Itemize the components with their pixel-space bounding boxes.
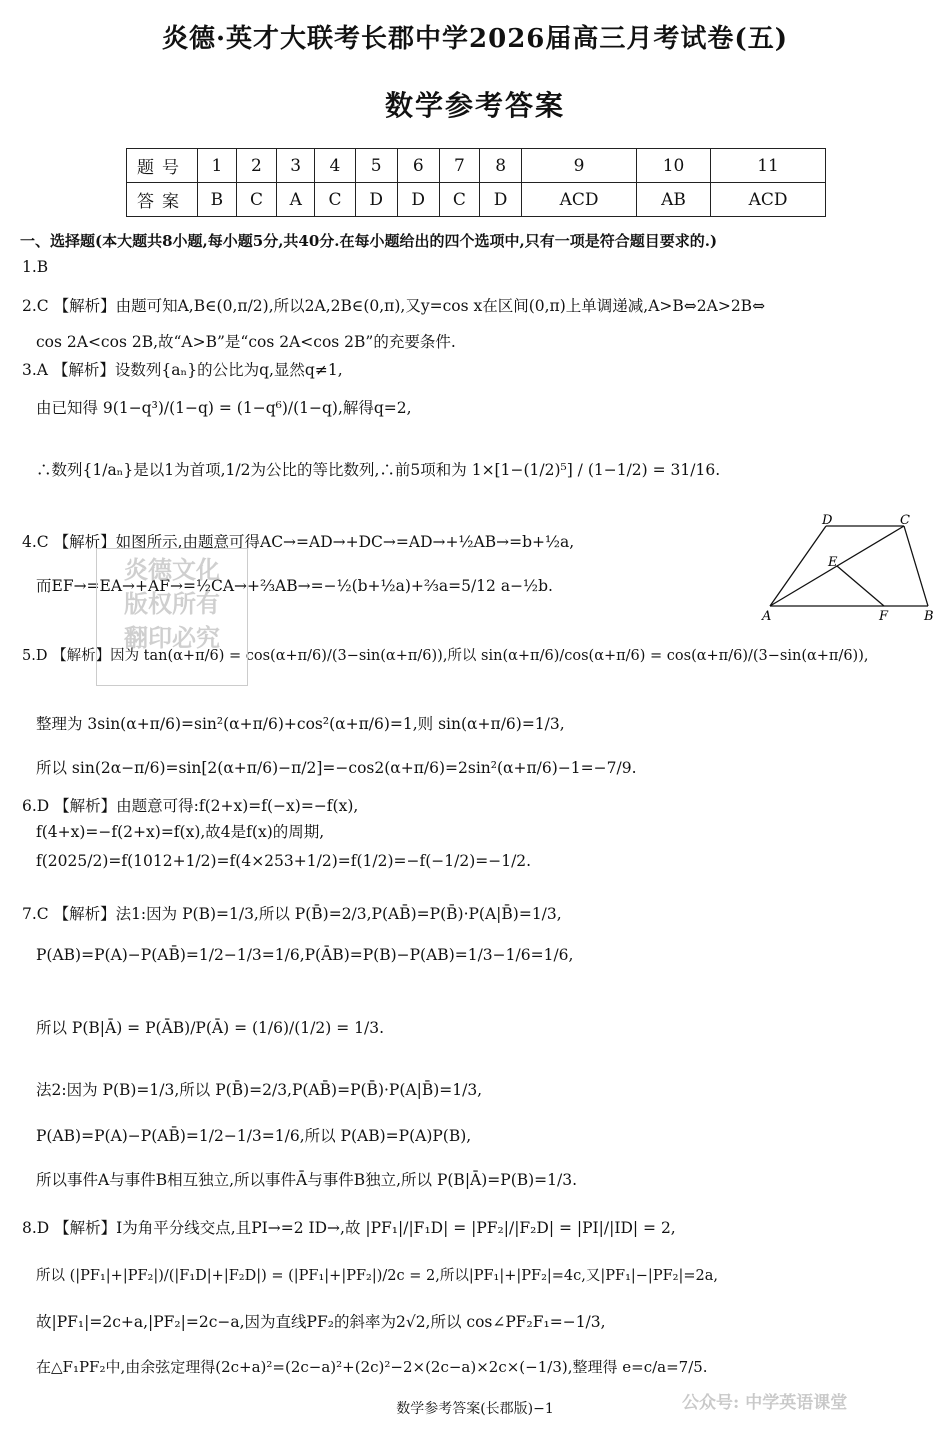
table-cell: 8 xyxy=(480,149,522,183)
page-footer: 数学参考答案(长郡版)−1 xyxy=(396,1401,554,1417)
segment-ef xyxy=(837,566,884,606)
table-cell: B xyxy=(198,183,237,217)
table-cell: 11 xyxy=(711,149,826,183)
point-label-a: A xyxy=(762,609,772,624)
answer-line: 法2:因为 P(B)=1/3,所以 P(B̄)=2/3,P(AB̄)=P(B̄)·P(A|B̄)=1/3, xyxy=(36,1081,483,1099)
answer-table xyxy=(126,148,826,217)
segment-cb xyxy=(904,526,928,606)
section-heading: 一、选择题(本大题共8小题,每小题5分,共40分.在每小题给出的四个选项中,只有一项是符合题目要求的.) xyxy=(20,232,718,250)
point-label-b: B xyxy=(924,609,934,624)
answer-line: 在△F₁PF₂中,由余弦定理得(2c+a)²=(2c−a)²+(2c)²−2×(2c−a)×2c×(−1/3),整理得 e=c/a=7/5. xyxy=(36,1358,708,1376)
table-cell: AB xyxy=(636,183,710,217)
watermark-line: 翻印必究 xyxy=(124,623,220,652)
table-cell: 9 xyxy=(522,149,637,183)
table-cell: 3 xyxy=(277,149,315,183)
table-cell: ACD xyxy=(711,183,826,217)
table-cell: 4 xyxy=(315,149,355,183)
answer-line: 所以 sin(2α−π/6)=sin[2(α+π/6)−π/2]=−cos2(α+π/6)=2sin²(α+π/6)−1=−7/9. xyxy=(36,759,637,777)
answer-line-1: 1.B xyxy=(22,258,49,276)
answer-line: 故|PF₁|=2c+a,|PF₂|=2c−a,因为直线PF₂的斜率为2√2,所以 cos∠PF₂F₁=−1/3, xyxy=(36,1313,606,1331)
answer-line: 整理为 3sin(α+π/6)=sin²(α+π/6)+cos²(α+π/6)=1,则 sin(α+π/6)=1/3, xyxy=(36,715,565,733)
table-cell: 5 xyxy=(355,149,397,183)
table-cell: ACD xyxy=(522,183,637,217)
table-cell: 6 xyxy=(397,149,439,183)
table-cell: C xyxy=(439,183,479,217)
table-cell: D xyxy=(480,183,522,217)
trapezoid-figure xyxy=(760,512,940,624)
answer-line: cos 2A<cos 2B,故“A>B”是“cos 2A<cos 2B”的充要条件. xyxy=(36,333,456,351)
table-cell: 2 xyxy=(236,149,276,183)
answer-line: f(2025/2)=f(1012+1/2)=f(4×253+1/2)=f(1/2)=−f(−1/2)=−1/2. xyxy=(36,852,532,870)
row-label-answer: 答案 xyxy=(127,183,198,217)
answer-line: ∴数列{1/aₙ}是以1为首项,1/2为公比的等比数列,∴前5项和为 1×[1−(1/2)⁵] / (1−1/2) = 31/16. xyxy=(36,461,721,479)
question-number-row xyxy=(127,149,826,183)
segment-ad xyxy=(770,526,826,606)
point-label-c: C xyxy=(900,513,910,528)
row-label-number: 题号 xyxy=(127,149,198,183)
answer-key-title: 数学参考答案 xyxy=(384,89,565,122)
point-label-f: F xyxy=(879,609,889,624)
table-cell: 1 xyxy=(198,149,237,183)
answer-row xyxy=(127,183,826,217)
table-cell: A xyxy=(277,183,315,217)
publisher-watermark: 公众号: 中学英语课堂 xyxy=(682,1393,848,1413)
answer-line: 由已知得 9(1−q³)/(1−q) = (1−q⁶)/(1−q),解得q=2, xyxy=(36,399,412,417)
table-cell: C xyxy=(315,183,355,217)
answer-line-5: 5.D 【解析】因为 tan(α+π/6) = cos(α+π/6)/(3−sin(α+π/6)),所以 sin(α+π/6)/cos(α+π/6) = cos(α+π/6)/(3−sin(α+π/6)), xyxy=(22,648,869,664)
answer-line: f(4+x)=−f(2+x)=f(x),故4是f(x)的周期, xyxy=(36,823,325,841)
answer-line: P(AB)=P(A)−P(AB̄)=1/2−1/3=1/6,所以 P(AB)=P(A)P(B), xyxy=(36,1127,472,1145)
table-cell: D xyxy=(355,183,397,217)
answer-line: 所以事件A与事件B相互独立,所以事件Ā与事件B独立,所以 P(B|Ā)=P(B)=1/3. xyxy=(36,1171,578,1189)
copyright-watermark xyxy=(96,548,248,686)
answer-line-2: 2.C 【解析】由题可知A,B∈(0,π/2),所以2A,2B∈(0,π),又y=cos x在区间(0,π)上单调递减,A>B⇔2A>2B⇔ xyxy=(22,297,766,315)
answer-line-4: 4.C 【解析】如图所示,由题意可得AC→=AD→+DC→=AD→+½AB→=b+½a, xyxy=(22,533,575,551)
watermark-line: 炎德文化 xyxy=(124,555,220,584)
answer-line-6: 6.D 【解析】由题意可得:f(2+x)=f(−x)=−f(x), xyxy=(22,797,359,815)
answer-line: 而EF→=EA→+AF→=½CA→+⅔AB→=−½(b+½a)+⅔a=5/12 a−½b. xyxy=(36,577,553,595)
table-cell: C xyxy=(236,183,276,217)
table-cell: D xyxy=(397,183,439,217)
point-label-e: E xyxy=(828,555,838,570)
exam-title: 炎德·英才大联考长郡中学2026届高三月考试卷(五) xyxy=(161,24,789,54)
answer-line: 所以 (|PF₁|+|PF₂|)/(|F₁D|+|F₂D|) = (|PF₁|+|PF₂|)/2c = 2,所以|PF₁|+|PF₂|=4c,又|PF₁|−|PF₂|=2a, xyxy=(36,1268,718,1284)
point-label-d: D xyxy=(822,513,833,528)
answer-line: P(AB)=P(A)−P(AB̄)=1/2−1/3=1/6,P(ĀB)=P(B)−P(AB)=1/3−1/6=1/6, xyxy=(36,946,574,964)
table-cell: 7 xyxy=(439,149,479,183)
watermark-line: 版权所有 xyxy=(124,589,220,618)
answer-line: 所以 P(B|Ā) = P(ĀB)/P(Ā) = (1/6)/(1/2) = 1/3. xyxy=(36,1019,385,1037)
answer-line-8: 8.D 【解析】I为角平分线交点,且PI→=2 ID→,故 |PF₁|/|F₁D| = |PF₂|/|F₂D| = |PI|/|ID| = 2, xyxy=(22,1219,676,1237)
answer-line-7: 7.C 【解析】法1:因为 P(B)=1/3,所以 P(B̄)=2/3,P(AB̄)=P(B̄)·P(A|B̄)=1/3, xyxy=(22,905,562,923)
table-cell: 10 xyxy=(636,149,710,183)
answer-line-3: 3.A 【解析】设数列{aₙ}的公比为q,显然q≠1, xyxy=(22,361,343,379)
